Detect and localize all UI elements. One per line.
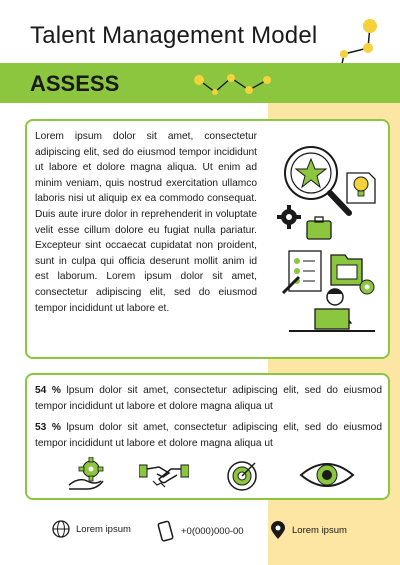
- main-text-card: [25, 119, 390, 359]
- section-label: ASSESS: [30, 71, 120, 96]
- footer-address[interactable]: [270, 520, 347, 540]
- talent-search-illustration-icon: [275, 143, 385, 248]
- stat-text: lpsum dolor sit amet, consectetur adipiscing elit, sed do eiusmod tempor incididunt ut labore et dolore magna aliqua ut: [35, 422, 382, 449]
- target-icon: [225, 459, 259, 493]
- zigzag-dots-icon: [193, 72, 275, 98]
- gear-hand-icon: [67, 457, 107, 493]
- website-text: Lorem ipsum: [76, 523, 131, 535]
- employee-review-illustration-icon: [275, 249, 387, 337]
- phone-icon: [157, 520, 175, 542]
- globe-icon: [52, 520, 70, 538]
- stat-line-2: [35, 420, 382, 451]
- stats-card: [25, 373, 390, 500]
- page-title: Talent Management Model: [30, 22, 318, 49]
- phone-text: +0(000)000-00: [181, 525, 244, 537]
- stat-value: 53 %: [35, 422, 61, 433]
- stat-value: 54 %: [35, 385, 61, 396]
- stat-line-1: [35, 383, 382, 414]
- handshake-icon: [139, 461, 189, 491]
- footer-website[interactable]: [52, 520, 131, 538]
- eye-icon: [299, 459, 355, 491]
- location-pin-icon: [270, 520, 286, 540]
- footer-phone[interactable]: [157, 520, 244, 542]
- main-paragraph: Lorem ipsum dolor sit amet, consectetur adipiscing elit, sed do eiusmod tempor incididunt ut labore et dolore magna aliqua. Ut enim ad minim veniam, quis nostrud exercitation ullamco laboris nisi ut aliquip ex ea commodo consequat. Duis aute irure dolor in reprehenderit in voluptate velit esse cillum dolore eu fugiat nulla pariatur. Excepteur sint occaecat cupidatat non proident, sunt in culpa qui officia deserunt mollit anim id est laborum. Lorem ipsum dolor sit amet, consectetur adipiscing elit, sed do eiusmod tempor incididunt ut labore et.: [35, 131, 257, 314]
- address-text: Lorem ipsum: [292, 524, 347, 536]
- stat-text: lpsum dolor sit amet, consectetur adipiscing elit, sed do eiusmod tempor incididunt ut labore et dolore magna aliqua ut: [35, 385, 382, 412]
